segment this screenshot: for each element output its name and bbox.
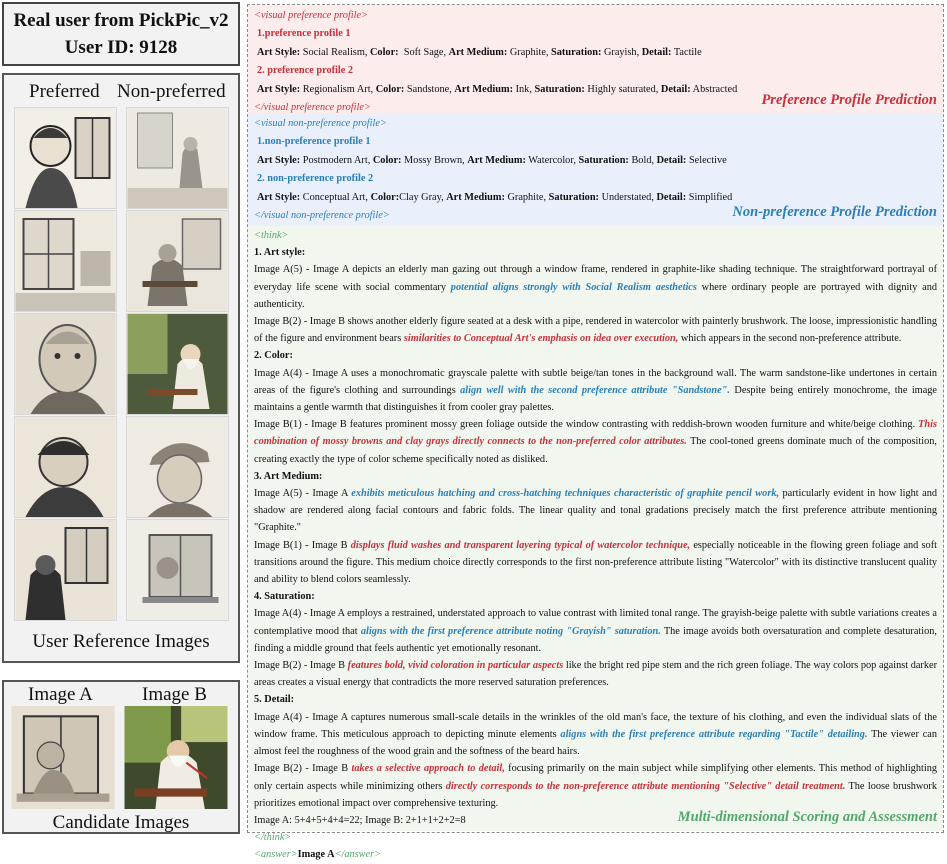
- score-summary: Image A: 5+4+5+4+4=22; Image B: 2+1+1+2+2=8: [254, 814, 466, 826]
- non-preference-open-tag: <visual non-preference profile>: [254, 118, 387, 129]
- art-style-image-b: Image B(2) - Image B shows another elderly figure seated at a desk with a pipe, rendered in watercolor with painterly brushwork. The loose, impressionistic handling of the figure and environment bears similarities to Conceptual Art's emphasis on idea over execution, which appears in the second non-preference attribute.: [254, 316, 937, 345]
- reference-images-panel: [2, 73, 240, 663]
- non-preference-profile-section: [248, 113, 943, 226]
- image-b-label: Image B: [142, 684, 207, 705]
- preference-profile-section: [248, 5, 943, 113]
- color-image-b: Image B(1) - Image B features prominent mossy green foliage outside the window contrasting with reddish-brown wooden furniture and white/beige clothing. This combination of mossy browns and clay grays directly connects to the non-preferred color attributes. The cool-toned greens dominate much of the composition, creating exactly the type of color scheme specifically noted as disliked.: [254, 419, 937, 465]
- think-close-tag: </think>: [254, 832, 292, 844]
- candidate-image-a: [11, 706, 115, 809]
- saturation-image-a: Image A(4) - Image A employs a restrained, understated approach to value contrast with limited tonal range. The grayish-beige palette with subtle variations creates a contemplative mood that aligns with the first preference attribute noting "Grayish" saturation. The image avoids both oversaturation and complete desaturation, finding a middle ground that feels authentic yet emotionally resonant.: [254, 608, 938, 654]
- preferred-image-2: [14, 210, 117, 312]
- preference-section-title: Preference Profile Prediction: [761, 92, 937, 108]
- preferred-image-5: [14, 519, 117, 621]
- non-preferred-image-3: [126, 313, 229, 415]
- preference-profile-2-label: 2. preference profile 2: [257, 65, 354, 77]
- candidate-image-b: [124, 706, 228, 809]
- think-open-tag: <think>: [254, 230, 289, 241]
- user-source-title: Real user from PickPic_v2: [13, 10, 229, 31]
- candidate-images-panel: [2, 680, 240, 834]
- medium-image-b: Image B(1) - Image B displays fluid washes and transparent layering typical of watercolor technique, especially noticeable in the flowing green foliage and soft transitions around the figure. This medium choice directly corresponds to the first non-preference attribute listing "Watercolor" with its distinctive translucent quality and ability to blend colors seamlessly.: [254, 539, 937, 586]
- non-preferred-image-1: [126, 107, 229, 209]
- scoring-section: [248, 226, 943, 861]
- medium-image-a: Image A(5) - Image A exhibits meticulous hatching and cross-hatching techniques characteristic of graphite pencil work, particularly evident in how light and shadow are rendered along facial contours and fabric folds. The linear quality and tonal gradations precisely match the first preference attribute mentioning "Graphite.": [254, 488, 937, 534]
- detail-image-b: Image B(2) - Image B takes a selective approach to detail, focusing primarily on the main subject while simplifying other elements. This method of highlighting only certain aspects while minimizing others directly corresponds to the non-preference attribute mentioning "Selective" detail treatment. The loose brushwork prioritizes emotional impact over comprehensive texturing.: [254, 763, 938, 809]
- preference-profile-1-label: 1.preference profile 1: [257, 28, 351, 40]
- preferred-image-1: [14, 107, 117, 209]
- non-preferred-image-2: [126, 210, 229, 312]
- saturation-heading: 4. Saturation:: [254, 591, 315, 603]
- non-preference-close-tag: </visual non-preference profile>: [254, 210, 390, 222]
- non-preference-profile-1-label: 1.non-preference profile 1: [257, 136, 371, 148]
- non-preferred-image-5: [126, 519, 229, 621]
- color-heading: 2. Color:: [254, 350, 293, 362]
- detail-heading: 5. Detail:: [254, 694, 295, 706]
- candidate-images-caption: Candidate Images: [52, 812, 190, 833]
- non-preference-profile-2: Art Style: Conceptual Art, Color:Clay Gray, Art Medium: Graphite, Saturation: Understated, Detail: Simplified: [257, 191, 733, 203]
- color-image-a: Image A(4) - Image A uses a monochromatic grayscale palette with subtle beige/tan tones in the background wall. The warm sandstone-like undertones in certain areas of the figure's clothing and surroundings align well with the second preference attribute "Sandstone". Despite being entirely monochrome, the image maintains a gentle warmth that distinguishes it from cooler gray palettes.: [254, 367, 937, 414]
- saturation-image-b: Image B(2) - Image B features bold, vivid coloration in particular aspects like the bright red pipe stem and the rich green foliage. The way colors pop against darker areas creates a visual energy that contradicts the more reserved saturation preferences.: [254, 660, 938, 689]
- image-a-label: Image A: [28, 684, 93, 705]
- non-preference-section-title: Non-preference Profile Prediction: [732, 204, 937, 220]
- user-info-box: [2, 2, 240, 66]
- analysis-panel: [247, 4, 944, 861]
- art-style-heading: 1. Art style:: [254, 247, 306, 259]
- preference-profile-2: Art Style: Regionalism Art, Color: Sandstone, Art Medium: Ink, Saturation: Highly saturated, Detail: Abstracted: [257, 83, 738, 95]
- user-id: User ID: 9128: [64, 37, 178, 58]
- non-preferred-image-4: [126, 416, 229, 518]
- preference-open-tag: <visual preference profile>: [254, 10, 368, 21]
- non-preference-profile-1: Art Style: Postmodern Art, Color: Mossy Brown, Art Medium: Watercolor, Saturation: Bold, Detail: Selective: [257, 154, 727, 166]
- non-preference-profile-2-label: 2. non-preference profile 2: [257, 173, 374, 185]
- preferred-image-4: [14, 416, 117, 518]
- preference-close-tag: </visual preference profile>: [254, 102, 371, 114]
- art-style-image-a: Image A(5) - Image A depicts an elderly man gazing out through a window frame, rendered in graphite-like shading technique. The straightforward portrayal of everyday life scene with social commentary potential aligns strongly with Social Realism aesthetics where ordinary people are portrayed with dignity and authenticity.: [254, 264, 937, 310]
- scoring-section-title: Multi-dimensional Scoring and Assessment: [677, 809, 937, 825]
- preference-profile-1: Art Style: Social Realism, Color: Soft Sage, Art Medium: Graphite, Saturation: Grayish, Detail: Tactile: [257, 46, 702, 58]
- answer-line: <answer>Image A</answer>: [254, 849, 382, 861]
- non-preferred-label: Non-preferred: [117, 81, 226, 102]
- preferred-image-3: [14, 313, 117, 415]
- medium-heading: 3. Art Medium:: [254, 470, 323, 482]
- reference-images-caption: User Reference Images: [32, 631, 210, 652]
- detail-image-a: Image A(4) - Image A captures numerous small-scale details in the wrinkles of the old man's face, the texture of his clothing, and even the individual slats of the window frame. This meticulous approach to depicting minute elements aligns with the first preference attribute regarding "Tactile" detailing. The viewer can almost feel the roughness of the wood grain and the softness of the beard hairs.: [254, 711, 938, 758]
- preferred-label: Preferred: [29, 81, 100, 102]
